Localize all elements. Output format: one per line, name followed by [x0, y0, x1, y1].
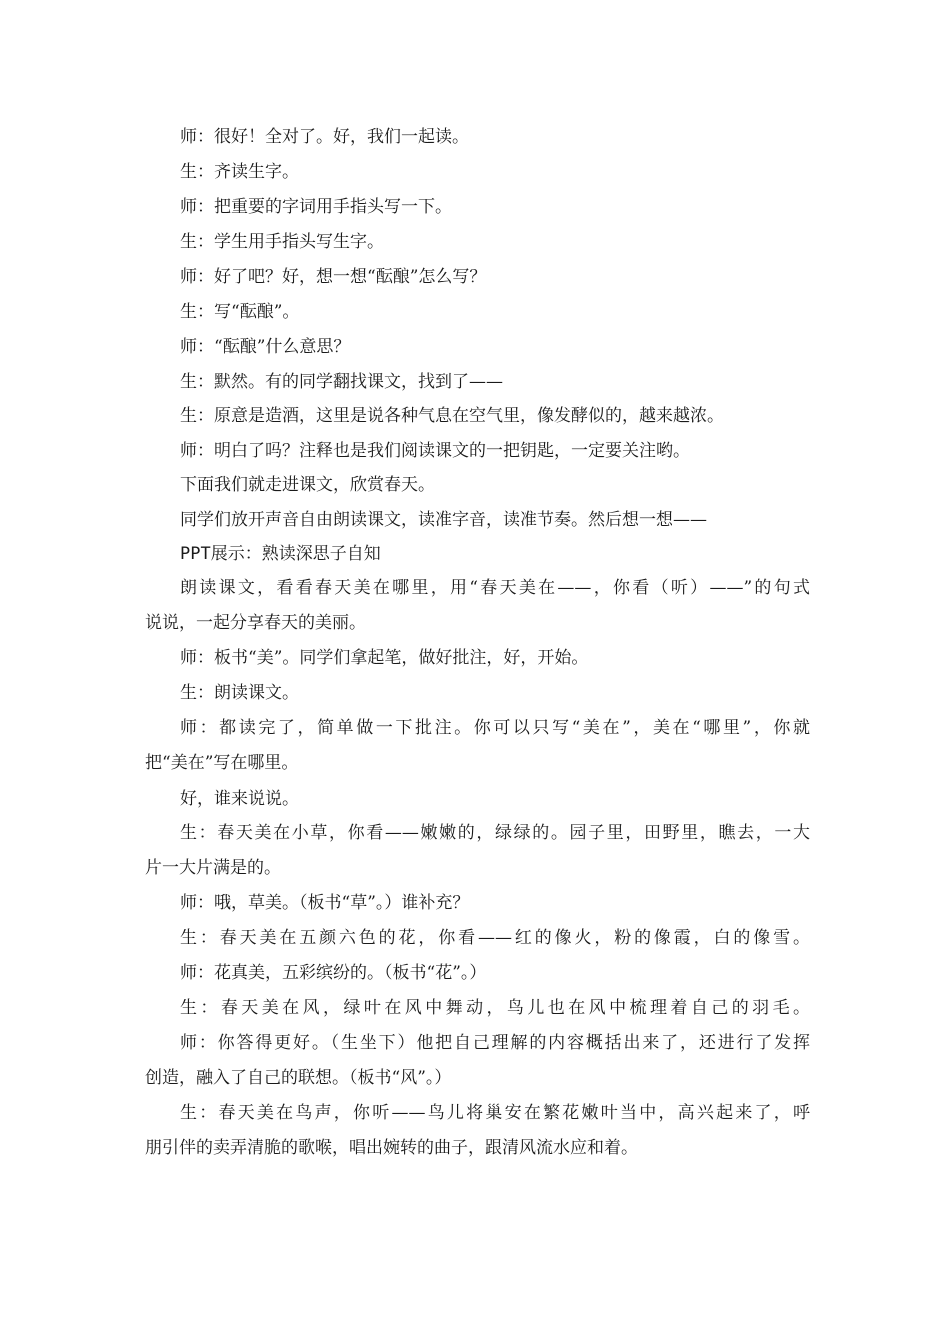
ppt-caption: PPT展示：熟读深思子自知	[180, 544, 381, 564]
text-line: 生：学生用手指头写生字。	[180, 232, 384, 252]
text-line: 师：“酝酿”什么意思？	[180, 337, 351, 357]
text-line: 好，谁来说说。	[180, 789, 299, 809]
text-line: 生：原意是造酒，这里是说各种气息在空气里，像发酵似的，越来越浓。	[180, 406, 724, 426]
text-line: 师：板书“美”。同学们拿起笔，做好批注，好，开始。	[180, 648, 589, 668]
text-line: 朗读课文，看看春天美在哪里，用“春天美在——，你看（听）——”的句式	[180, 578, 810, 598]
text-line: 朋引伴的卖弄清脆的歌喉，唱出婉转的曲子，跟清风流水应和着。	[145, 1138, 638, 1158]
text-line: 生：默然。有的同学翻找课文，找到了——	[180, 372, 503, 392]
text-line: 下面我们就走进课文，欣赏春天。	[180, 475, 435, 495]
text-line: 师：花真美，五彩缤纷的。（板书“花”。）	[180, 963, 487, 983]
text-line: 同学们放开声音自由朗读课文，读准字音，读准节奏。然后想一想——	[180, 510, 707, 530]
text-line: 把“美在”写在哪里。	[145, 753, 299, 773]
text-line: 师：把重要的字词用手指头写一下。	[180, 197, 452, 217]
text-line: 生：春天美在风，绿叶在风中舞动，鸟儿也在风中梳理着自己的羽毛。	[180, 998, 810, 1018]
text-line: 片一大片满是的。	[145, 858, 281, 878]
text-line: 生：齐读生字。	[180, 162, 299, 182]
text-line: 生：写“酝酿”。	[180, 302, 300, 322]
text-line: 生：春天美在鸟声，你听——鸟儿将巢安在繁花嫩叶当中，高兴起来了，呼	[180, 1103, 810, 1123]
text-line: 师：很好！全对了。好，我们一起读。	[180, 127, 469, 147]
text-line: 说说，一起分享春天的美丽。	[145, 613, 366, 633]
text-line: 师：哦，草美。（板书“草”。）谁补充？	[180, 893, 470, 913]
text-line: 生：春天美在小草，你看——嫩嫩的，绿绿的。园子里，田野里，瞧去，一大	[180, 823, 810, 843]
text-line: 师：好了吧？好，想一想“酝酿”怎么写？	[180, 267, 487, 287]
text-line: 创造，融入了自己的联想。（板书“风”。）	[145, 1068, 452, 1088]
text-line: 生：朗读课文。	[180, 683, 299, 703]
text-line: 师：都读完了，简单做一下批注。你可以只写“美在”，美在“哪里”，你就	[180, 718, 810, 738]
text-line: 师：明白了吗？注释也是我们阅读课文的一把钥匙，一定要关注哟。	[180, 441, 690, 461]
text-line: 生：春天美在五颜六色的花，你看——红的像火，粉的像霞，白的像雪。	[180, 928, 810, 948]
text-line: 师：你答得更好。（生坐下）他把自己理解的内容概括出来了，还进行了发挥	[180, 1033, 810, 1053]
